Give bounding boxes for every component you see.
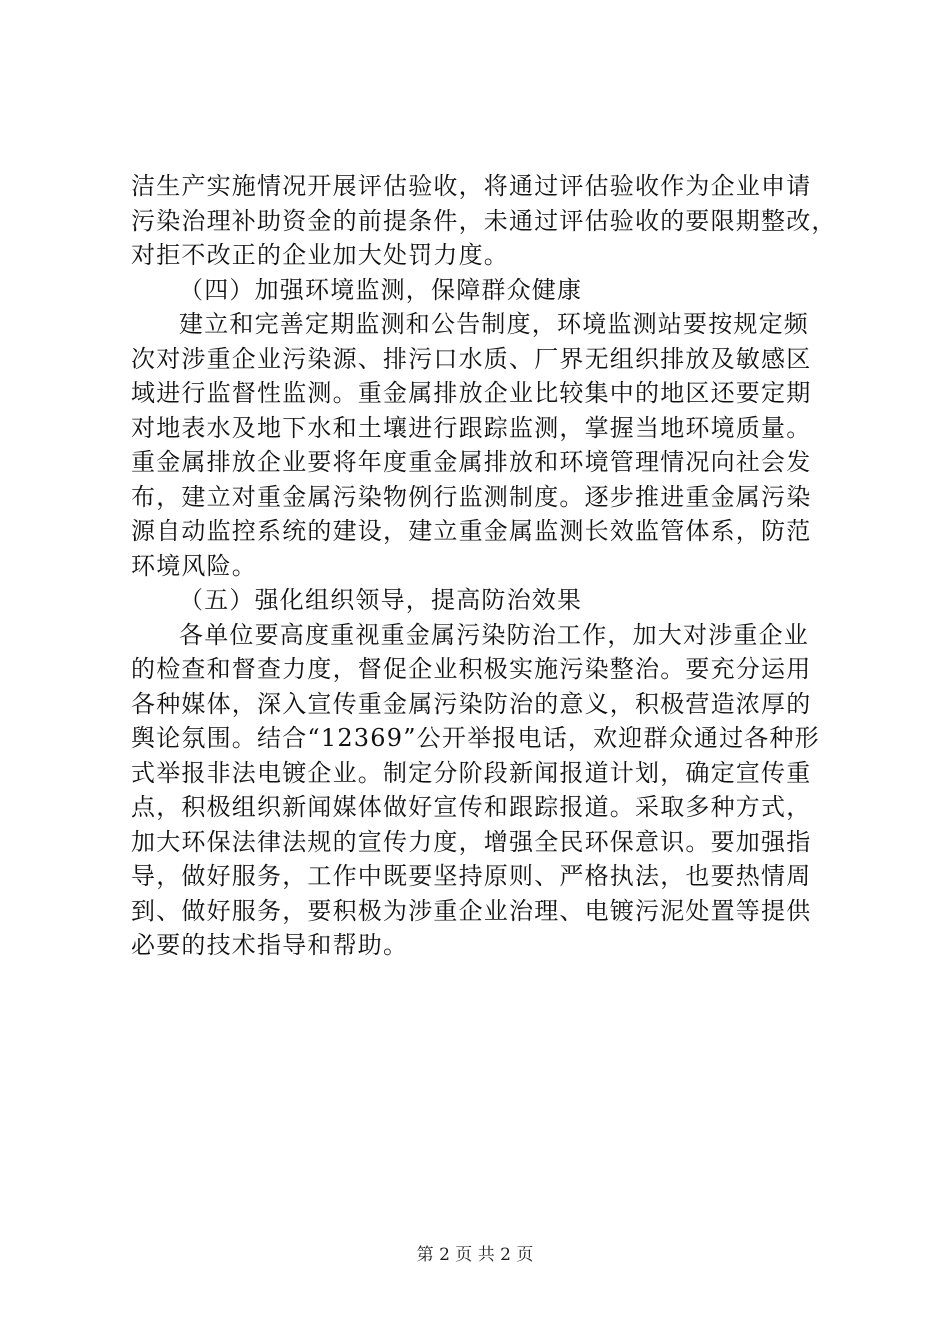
text-line: 各种媒体，深入宣传重金属污染防治的意义，积极营造浓厚的: [131, 689, 812, 718]
text-line: 的检查和督查力度，督促企业积极实施污染整治。要充分运用: [131, 655, 812, 683]
page-number-footer: 第 2 页 共 2 页: [416, 1245, 534, 1265]
section-heading-4: （四）加强环境监测，保障群众健康: [179, 275, 583, 304]
text-line: 对拒不改正的企业加大处罚力度。: [131, 241, 509, 269]
text-line: 洁生产实施情况开展评估验收，将通过评估验收作为企业申请: [131, 172, 812, 200]
text-line: 布，建立对重金属污染物例行监测制度。逐步推进重金属污染: [131, 482, 812, 511]
document-body: [131, 169, 837, 963]
paragraph-first-line: 建立和完善定期监测和公告制度，环境监测站要按规定频: [179, 310, 809, 338]
section-heading-5: （五）强化组织领导，提高防治效果: [179, 586, 583, 614]
text-line: 污染治理补助资金的前提条件，未通过评估验收的要限期整改，: [131, 206, 837, 235]
text-line: 重金属排放企业要将年度重金属排放和环境管理情况向社会发: [131, 448, 812, 476]
text-line: 导，做好服务，工作中既要坚持原则、严格执法，也要热情周: [131, 862, 812, 890]
text-line: 域进行监督性监测。重金属排放企业比较集中的地区还要定期: [131, 379, 812, 407]
text-line: 加大环保法律法规的宣传力度，增强全民环保意识。要加强指: [131, 827, 812, 856]
text-line: 次对涉重企业污染源、排污口水质、厂界无组织排放及敏感区: [131, 344, 812, 373]
paragraph-first-line: 各单位要高度重视重金属污染防治工作，加大对涉重企业: [179, 620, 809, 649]
text-line: 必要的技术指导和帮助。: [131, 931, 409, 959]
text-line: 到、做好服务，要积极为涉重企业治理、电镀污泥处置等提供: [131, 896, 812, 925]
text-line: 源自动监控系统的建设，建立重金属监测长效监管体系，防范: [131, 517, 812, 545]
text-line: 环境风险。: [131, 551, 257, 580]
text-line: 式举报非法电镀企业。制定分阶段新闻报道计划，确定宣传重: [131, 758, 812, 787]
text-line: 对地表水及地下水和土壤进行跟踪监测，掌握当地环境质量。: [131, 413, 812, 442]
text-line: 点，积极组织新闻媒体做好宣传和跟踪报道。采取多种方式，: [131, 793, 812, 821]
text-line: 舆论氛围。结合“12369”公开举报电话，欢迎群众通过各种形: [131, 724, 820, 752]
